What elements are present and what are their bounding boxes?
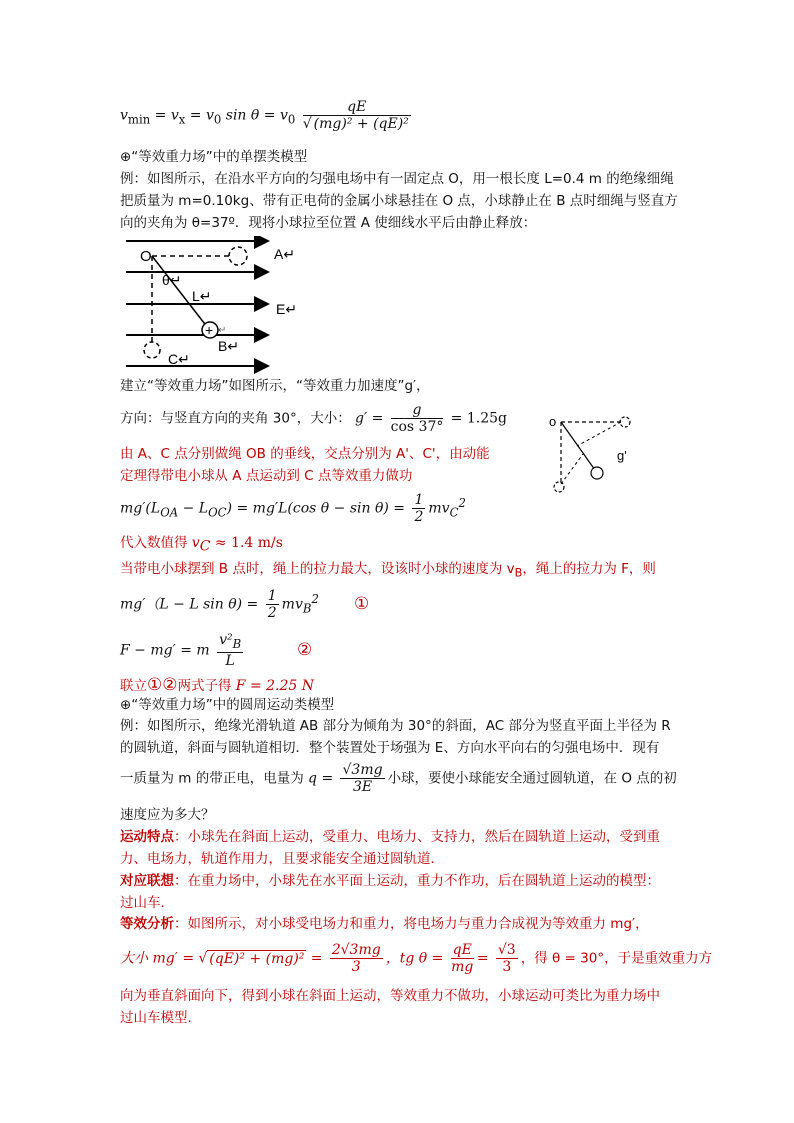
eq-sup: 2 <box>458 495 466 510</box>
eq-sub: B <box>232 636 242 651</box>
vc-result <box>120 532 283 558</box>
label-g-prime: g' <box>617 448 627 463</box>
eq-part: F − mg′ = m <box>120 642 210 659</box>
section2-title: ⊕“等效重力场”中的圆周运动类模型 <box>120 697 335 713</box>
result-value: F = 2.25 N <box>235 678 314 694</box>
tg-fraction <box>451 942 474 975</box>
perpendicular-line <box>577 422 621 446</box>
label-o-small: o <box>549 414 557 429</box>
eq-part: ) = mg′L(cos θ − sin θ) = <box>226 500 406 517</box>
perpendicular-line <box>561 454 583 484</box>
equivalent-gravity-figure <box>545 410 645 496</box>
eq-sub: OA <box>160 505 179 520</box>
sqrt-content: (qE)² + (mg)² <box>209 950 305 967</box>
fraction-denominator: 2 <box>267 605 277 621</box>
g-fraction <box>391 402 444 435</box>
analysis1-line4: 定理得带电小球从 A 点运动到 C 点等效重力做功 <box>120 468 413 484</box>
half-fraction <box>266 588 279 621</box>
analysis1-line-b <box>120 558 656 585</box>
pendulum-figure <box>120 236 300 374</box>
eq-sub: C <box>449 505 459 520</box>
line-b-sub: B <box>514 566 523 580</box>
tg-lhs: ，tg θ = <box>385 950 444 967</box>
label-b: B↵ <box>218 338 240 354</box>
analysis1-line1: 建立“等效重力场”如图所示，“等效重力加速度”g′， <box>120 378 430 394</box>
fraction-denominator: L <box>225 652 235 669</box>
fraction-denominator: mg <box>451 959 474 975</box>
label-a: A↵ <box>274 246 296 262</box>
analysis1-line2 <box>120 402 507 435</box>
example2-line3 <box>120 762 677 795</box>
fraction-numerator: 1 <box>267 588 277 604</box>
ball-position-b <box>591 467 603 479</box>
formula-v: v <box>120 107 128 124</box>
formula-vmin <box>120 99 414 132</box>
formula-sub: x <box>178 112 186 127</box>
example1-line2: 把质量为 m=0.10kg、带有正电荷的金属小球悬挂在 O 点，小球静止在 B 点时细绳与竖直方 <box>120 193 678 209</box>
result-mid: 两式子得 <box>177 678 236 694</box>
fraction-numerator: g <box>391 402 444 419</box>
direction-text: 方向：与竖直方向的夹角 30°，大小： <box>120 410 351 427</box>
label-o: O <box>140 248 152 265</box>
fraction-numerator: √3mg <box>342 762 383 778</box>
energy-equation <box>120 492 466 525</box>
formula-sub: 0 <box>213 112 222 127</box>
equation-1-mark: ① <box>354 594 370 614</box>
q-fraction <box>340 762 384 795</box>
ball-position-c <box>554 482 564 492</box>
vc-sub: C <box>199 538 211 555</box>
size-fraction <box>330 942 383 975</box>
formula-sub: min <box>127 112 151 127</box>
equiv-line3: 向为垂直斜面向下，得到小球在斜面上运动，等效重力不做功，小球运动可类比为重力场中 <box>120 988 660 1004</box>
fraction-numerator: qE <box>303 99 411 116</box>
example1-line1: 例：如图所示，在沿水平方向的匀强电场中有一固定点 O，用一根长度 L=0.4 m 的绝缘细绳 <box>120 171 674 187</box>
example2-line2: 的圆轨道，斜面与圆轨道相切．整个装置处于场强为 E、方向水平向右的匀强电场中．现有 <box>120 740 660 756</box>
vc-symbol: v <box>191 535 200 551</box>
half-fraction <box>412 492 425 525</box>
size-prefix: 大小 mg′ = <box>120 950 195 967</box>
fraction-denominator: 3E <box>352 779 373 795</box>
analysis1-line3: 由 A、C 点分别做绳 OB 的垂线，交点分别为 A'、C'，由动能 <box>120 446 490 462</box>
g-prime-lhs: g′ = <box>355 410 384 427</box>
line-b-text: 当带电小球摆到 B 点时，绳上的拉力最大，设该时小球的速度为 v <box>120 561 515 577</box>
equiv-conclusion: ，得 θ = 30°，于是重效重力方 <box>520 950 713 967</box>
tg2-fraction <box>496 942 518 975</box>
fraction-denominator: 3 <box>351 959 361 975</box>
fraction-numerator: √3 <box>497 942 516 958</box>
label-c: C↵ <box>168 351 190 367</box>
relate-line1 <box>120 870 660 892</box>
size-sqrt: √ (qE)² + (mg)² <box>198 950 305 967</box>
example2-line1: 例：如图所示，绝缘光滑轨道 AB 部分为倾角为 30°的斜面，AC 部分为竖直平面上半径为 R <box>120 718 671 734</box>
formula-sub: 0 <box>287 112 296 127</box>
ball-position-c <box>144 342 160 358</box>
equiv-line4: 过山车模型． <box>120 1010 201 1026</box>
result-prefix: 联立 <box>120 678 147 694</box>
eq-sub: OC <box>208 505 227 520</box>
eq-sign: = <box>476 950 489 967</box>
ex3-prefix: 一质量为 m 的带正电，电量为 <box>120 770 304 787</box>
equation-1 <box>120 588 319 621</box>
eq-part: mg′（L − L sin θ) = <box>120 596 259 613</box>
ex3-suffix: 小球，要使小球能安全通过圆轨道，在 O 点的初 <box>387 770 677 787</box>
motion-line2: 力、电场力，轨道作用力，且要求能安全通过圆轨道． <box>120 851 444 867</box>
q-lhs: q = <box>308 770 334 787</box>
formula-sin: sin θ = v <box>221 107 288 124</box>
motion-line1 <box>120 826 660 848</box>
fraction-denominator: 3 <box>502 959 512 975</box>
section1-title: ⊕“等效重力场”中的单摆类模型 <box>120 149 308 165</box>
motion-label: 运动特点 <box>120 829 174 845</box>
equation-2-mark: ② <box>297 640 313 660</box>
fraction-denominator: 2 <box>414 509 424 525</box>
mark: ↵ <box>218 325 227 336</box>
eq-part: mv <box>281 596 303 613</box>
sqrt-content: (mg)² + (qE)² <box>313 116 409 132</box>
line-b-end: ，绳上的拉力为 F，则 <box>522 561 656 577</box>
equiv-label: 等效分析 <box>120 916 174 932</box>
ball-position-a <box>620 417 630 427</box>
result-marks: ①② <box>147 675 178 695</box>
formula-eq2: = v <box>189 107 214 124</box>
formula-fraction <box>303 99 411 132</box>
relate-text: ：在重力场中，小球先在水平面上运动，重力不作功，后在圆轨道上运动的模型： <box>174 873 660 889</box>
relate-line2: 过山车． <box>120 895 174 911</box>
label-l: L↵ <box>192 288 212 304</box>
eq-part: mg′(L <box>120 500 161 517</box>
formula-eq1: = v <box>154 107 179 124</box>
g-result: = 1.25g <box>450 410 507 427</box>
eq-sup: 2 <box>311 591 319 606</box>
equiv-text: ：如图所示，对小球受电场力和重力，将电场力与重力合成视为等效重力 mg′， <box>174 916 649 932</box>
label-e: E↵ <box>276 301 298 317</box>
motion-text: ：小球先在斜面上运动，受重力、电场力、支持力，然后在圆轨道上运动，受到重 <box>174 829 660 845</box>
eq-part: − L <box>178 500 209 517</box>
example1-line3: 向的夹角为 θ=37º．现将小球拉至位置 A 使细线水平后由静止释放： <box>120 215 537 231</box>
example2-line4: 速度应为多大？ <box>120 807 215 823</box>
label-theta: θ↵ <box>162 272 182 288</box>
fraction-denominator: √ (mg)² + (qE)² <box>302 116 409 132</box>
equiv-line1 <box>120 913 649 935</box>
relate-label: 对应联想 <box>120 873 174 889</box>
fraction-numerator: v² <box>219 632 233 648</box>
eq-sign: = <box>310 950 323 967</box>
vc-value: ≈ 1.4 m/s <box>210 535 283 551</box>
charge-plus: + <box>205 322 214 338</box>
ball-position-a <box>229 247 247 265</box>
vc-prefix: 代入数值得 <box>120 535 192 551</box>
fraction-denominator: cos 37° <box>390 419 444 435</box>
eq-part: mv <box>428 500 450 517</box>
vb-fraction <box>217 632 243 669</box>
fraction-numerator: qE <box>452 942 472 958</box>
equiv-size-line <box>120 942 712 975</box>
fraction-numerator: 2√3mg <box>331 942 381 958</box>
equation-2 <box>120 632 246 669</box>
eq-sub: B <box>302 601 312 616</box>
fraction-numerator: 1 <box>414 492 424 508</box>
